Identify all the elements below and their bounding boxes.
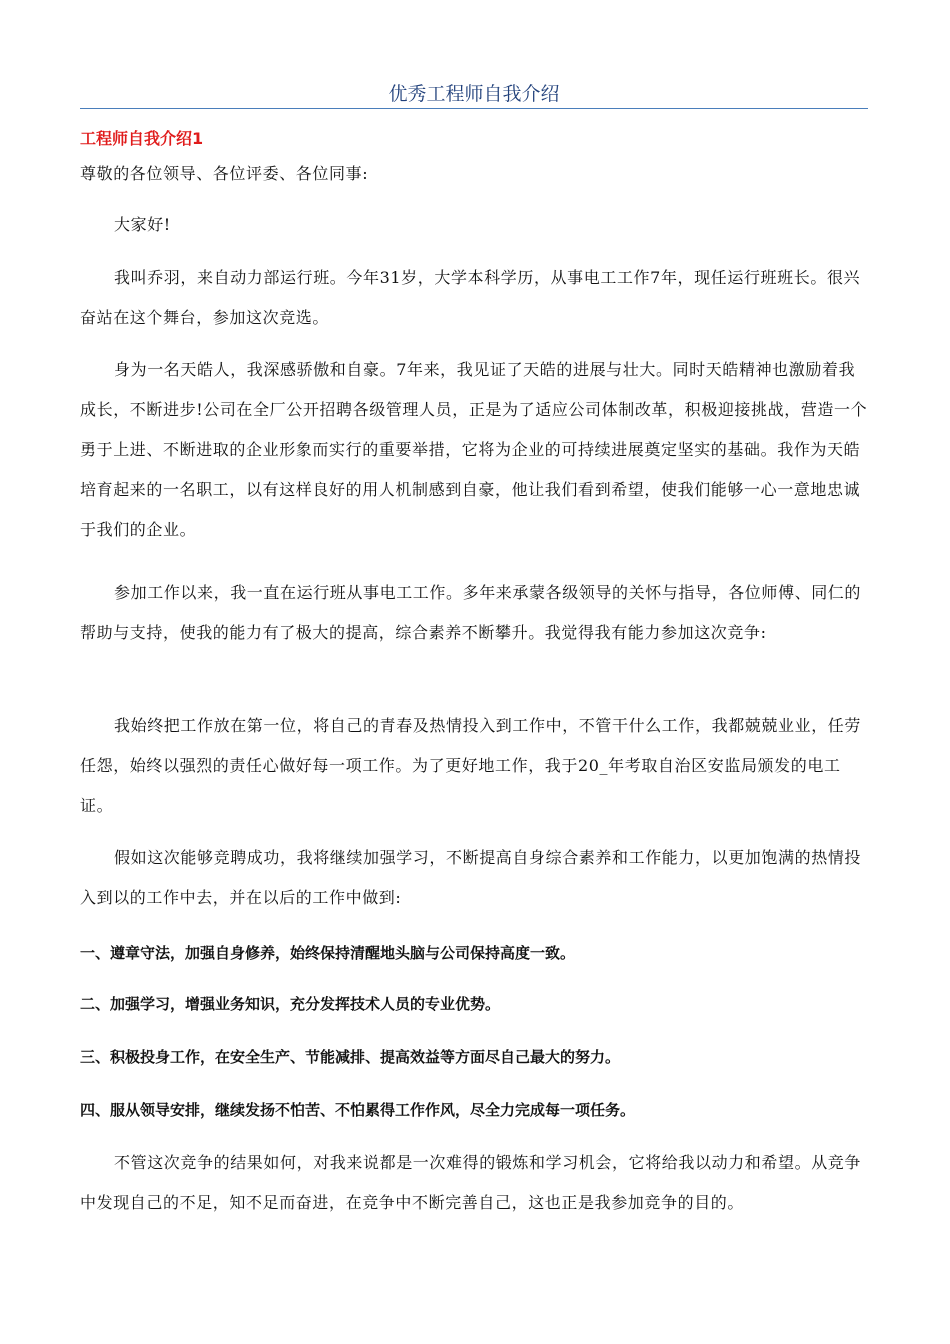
commitment-item: 四、服从领导安排，继续发扬不怕苦、不怕累得工作作风，尽全力完成每一项任务。 bbox=[80, 1101, 636, 1119]
closing-paragraph: 不管这次竞争的结果如何，对我来说都是一次难得的锻炼和学习机会，它将给我以动力和希望。从竞争中发现自己的不足，知不足而奋进，在竞争中不断完善自己，这也正是我参加竞争的目的。 bbox=[80, 1153, 862, 1212]
commitment-item: 三、积极投身工作，在安全生产、节能减排、提高效益等方面尽自己最大的努力。 bbox=[80, 1048, 621, 1066]
paragraph-company: 身为一名天皓人，我深感骄傲和自豪。7年来，我见证了天皓的进展与壮大。同时天皓精神也激励着我成长，不断进步!公司在全厂公开招聘各级管理人员，正是为了适应公司体制改革，积极迎接挑战，营造一个勇于上进、不断进取的企业形象而实行的重要举措，它将为企业的可持续进展奠定坚实的基础。我作为天皓培育起来的一名职工，以有这样良好的用人机制感到自豪，他让我们看到希望，使我们能够一心一意地忠诚于我们的企业。 bbox=[80, 360, 868, 539]
paragraph-plan: 假如这次能够竞聘成功，我将继续加强学习，不断提高自身综合素养和工作能力，以更加饱满的热情投入到以的工作中去，并在以后的工作中做到: bbox=[80, 848, 862, 907]
section-heading: 工程师自我介绍1 bbox=[80, 129, 204, 148]
greeting: 大家好! bbox=[114, 215, 171, 234]
paragraph-experience: 参加工作以来，我一直在运行班从事电工工作。多年来承蒙各级领导的关怀与指导，各位师傅、同仁的帮助与支持，使我的能力有了极大的提高，综合素养不断攀升。我觉得我有能力参加这次竞争: bbox=[80, 583, 862, 642]
paragraph-intro: 我叫乔羽，来自动力部运行班。今年31岁，大学本科学历，从事电工工作7年，现任运行班班长。很兴奋站在这个舞台，参加这次竞选。 bbox=[80, 268, 861, 327]
paragraph-dedication: 我始终把工作放在第一位，将自己的青春及热情投入到工作中，不管干什么工作，我都兢兢业业，任劳任怨，始终以强烈的责任心做好每一项工作。为了更好地工作，我于20_年考取自治区安监局颁发的电工证。 bbox=[80, 716, 862, 815]
title-underline bbox=[80, 108, 868, 109]
salutation: 尊敬的各位领导、各位评委、各位同事: bbox=[80, 164, 369, 183]
commitment-item: 二、加强学习，增强业务知识，充分发挥技术人员的专业优势。 bbox=[80, 995, 501, 1013]
commitment-item: 一、遵章守法，加强自身修养，始终保持清醒地头脑与公司保持高度一致。 bbox=[80, 944, 576, 962]
document-title: 优秀工程师自我介绍 bbox=[388, 83, 560, 105]
